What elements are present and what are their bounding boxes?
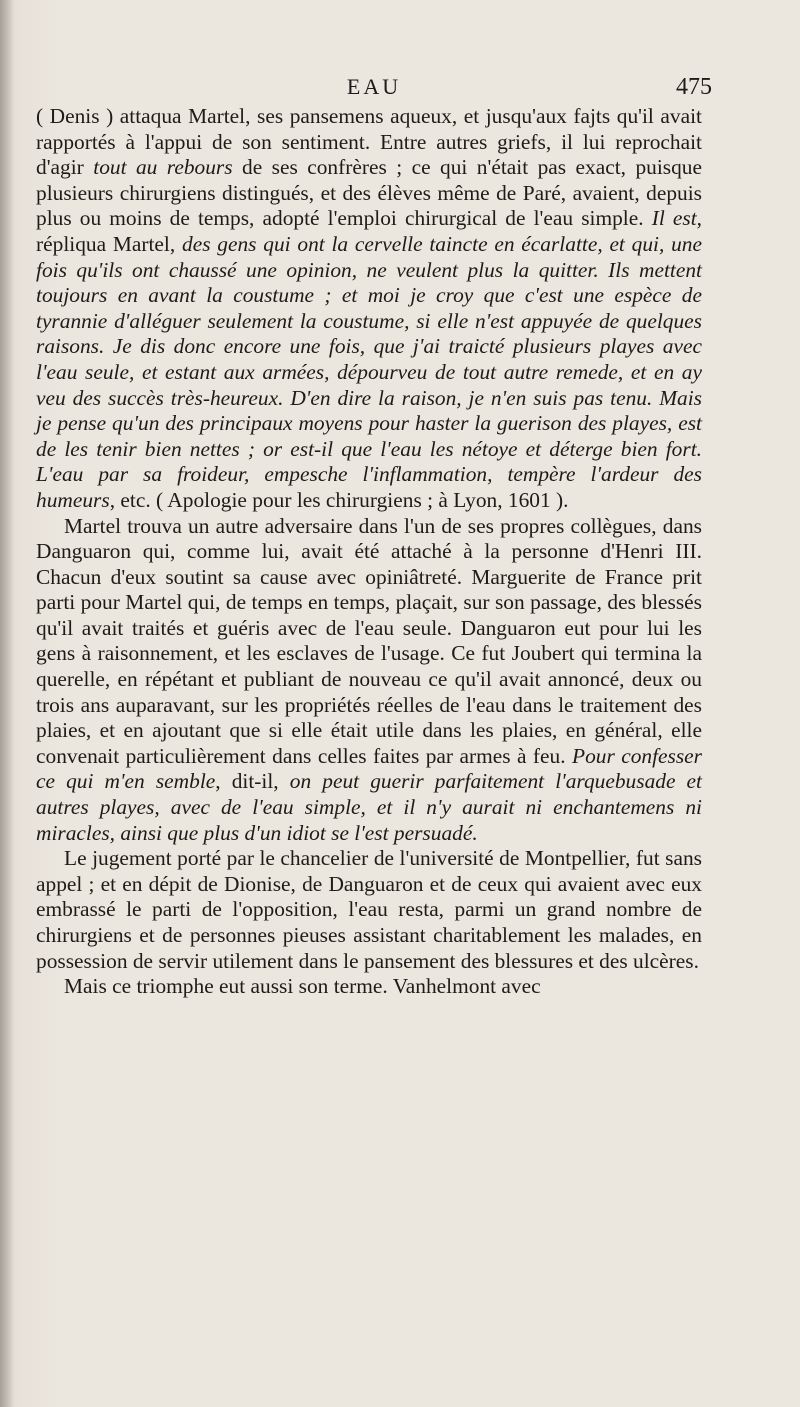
paragraph-1 [36,104,702,514]
text-segment: , répliqua Martel, [36,206,702,256]
quotation-italic: on peut guerir parfaitement l'arquebusade et autres playes, avec de l'eau simple, et il n'y aurait ni enchantemens ni miracles, ainsi que plus d'un idiot se l'est persuadé. [36,769,702,845]
italic-segment: tout au rebours [93,155,233,180]
italic-segment: Pour confesser ce qui m'en semble [36,743,703,794]
quotation-italic: des gens qui ont la cervelle taincte en écarlatte, et qui, une fois qu'ils ont chaussé une opinion, ne veulent plus la quitter. Ils mettent toujours en avant la coustume ; et moi je croy que c'est une espèce de tyrannie d'alléguer seulement la coustume, si elle n'est appuyée de quelques raisons. Je dis donc encore une fois, que j'ai traicté plusieurs playes avec l'eau seule, et estant aux armées, dépourveu de tout autre remede, et en ay veu des succès très-heureux. D'en dire la raison, je n'en suis pas tenu. Mais je pense qu'un des principaux moyens pour haster la guerison des playes, est de les tenir bien nettes ; or est-il que l'eau les nétoye et déterge bien fort. L'eau par sa froideur, empesche l'inflammation, tempère l'ardeur des humeurs [36,231,702,512]
paragraph-3 [36,846,702,974]
paragraph-2 [36,514,702,847]
citation: , etc. ( Apologie pour les chirurgiens ; à Lyon, 1601 ). [109,487,569,512]
running-head: EAU [346,74,402,99]
text-segment: Le jugement porté par le chancelier de l'université de Montpellier, fut sans appel ; et en dépit de Dionise, de Danguaron et de ceux qui avaient avec eux embrassé le parti de l'opposition, l'eau resta, parmi un grand nombre de chirurgiens et de personnes pieuses assistant charitablement les malades, en possession de servir utilement dans le pansement des blessures et des ulcères. [36,846,702,973]
binding-shadow [0,0,14,1407]
text-segment: , dit-il, [215,769,290,794]
text-segment: Mais ce triomphe eut aussi son terme. Vanhelmont avec [64,974,541,999]
italic-segment: Il est [651,206,697,231]
text-segment: ( Denis ) attaqua Martel, ses pansemens aqueux, et jusqu'aux fajts qu'il avait rapportés à l'appui de son sentiment. Entre autres griefs, il lui reprochait d'agir [36,104,702,180]
page-header [36,74,712,104]
paragraph-4 [36,974,702,1000]
page-number: 475 [676,74,712,100]
body-text [36,104,702,1000]
text-segment: Martel trouva un autre adversaire dans l'un de ses propres collègues, dans Danguaron qui, comme lui, avait été attaché à la personne d'Henri III. Chacun d'eux soutint sa cause avec opiniâtreté. Marguerite de France prit parti pour Martel qui, de temps en temps, plaçait, sur son passage, des blessés qu'il avait traités et guéris avec de l'eau seule. Danguaron eut pour lui les gens à raisonnement, et les esclaves de l'usage. Ce fut Joubert qui termina la querelle, en répétant et publiant de nouveau ce qu'il avait annoncé, deux ou trois ans auparavant, sur les propriétés réelles de l'eau dans le traitement des plaies, et en ajoutant que si elle était utile dans les plaies, en général, elle convenait particulièrement dans celles faites par armes à feu. [36,513,702,768]
text-segment: de ses confrères ; ce qui n'était pas exact, puisque plusieurs chirurgiens distingués, et des élèves même de Paré, avaient, depuis plus ou moins de temps, adopté l'emploi chirurgical de l'eau simple. [36,155,702,231]
